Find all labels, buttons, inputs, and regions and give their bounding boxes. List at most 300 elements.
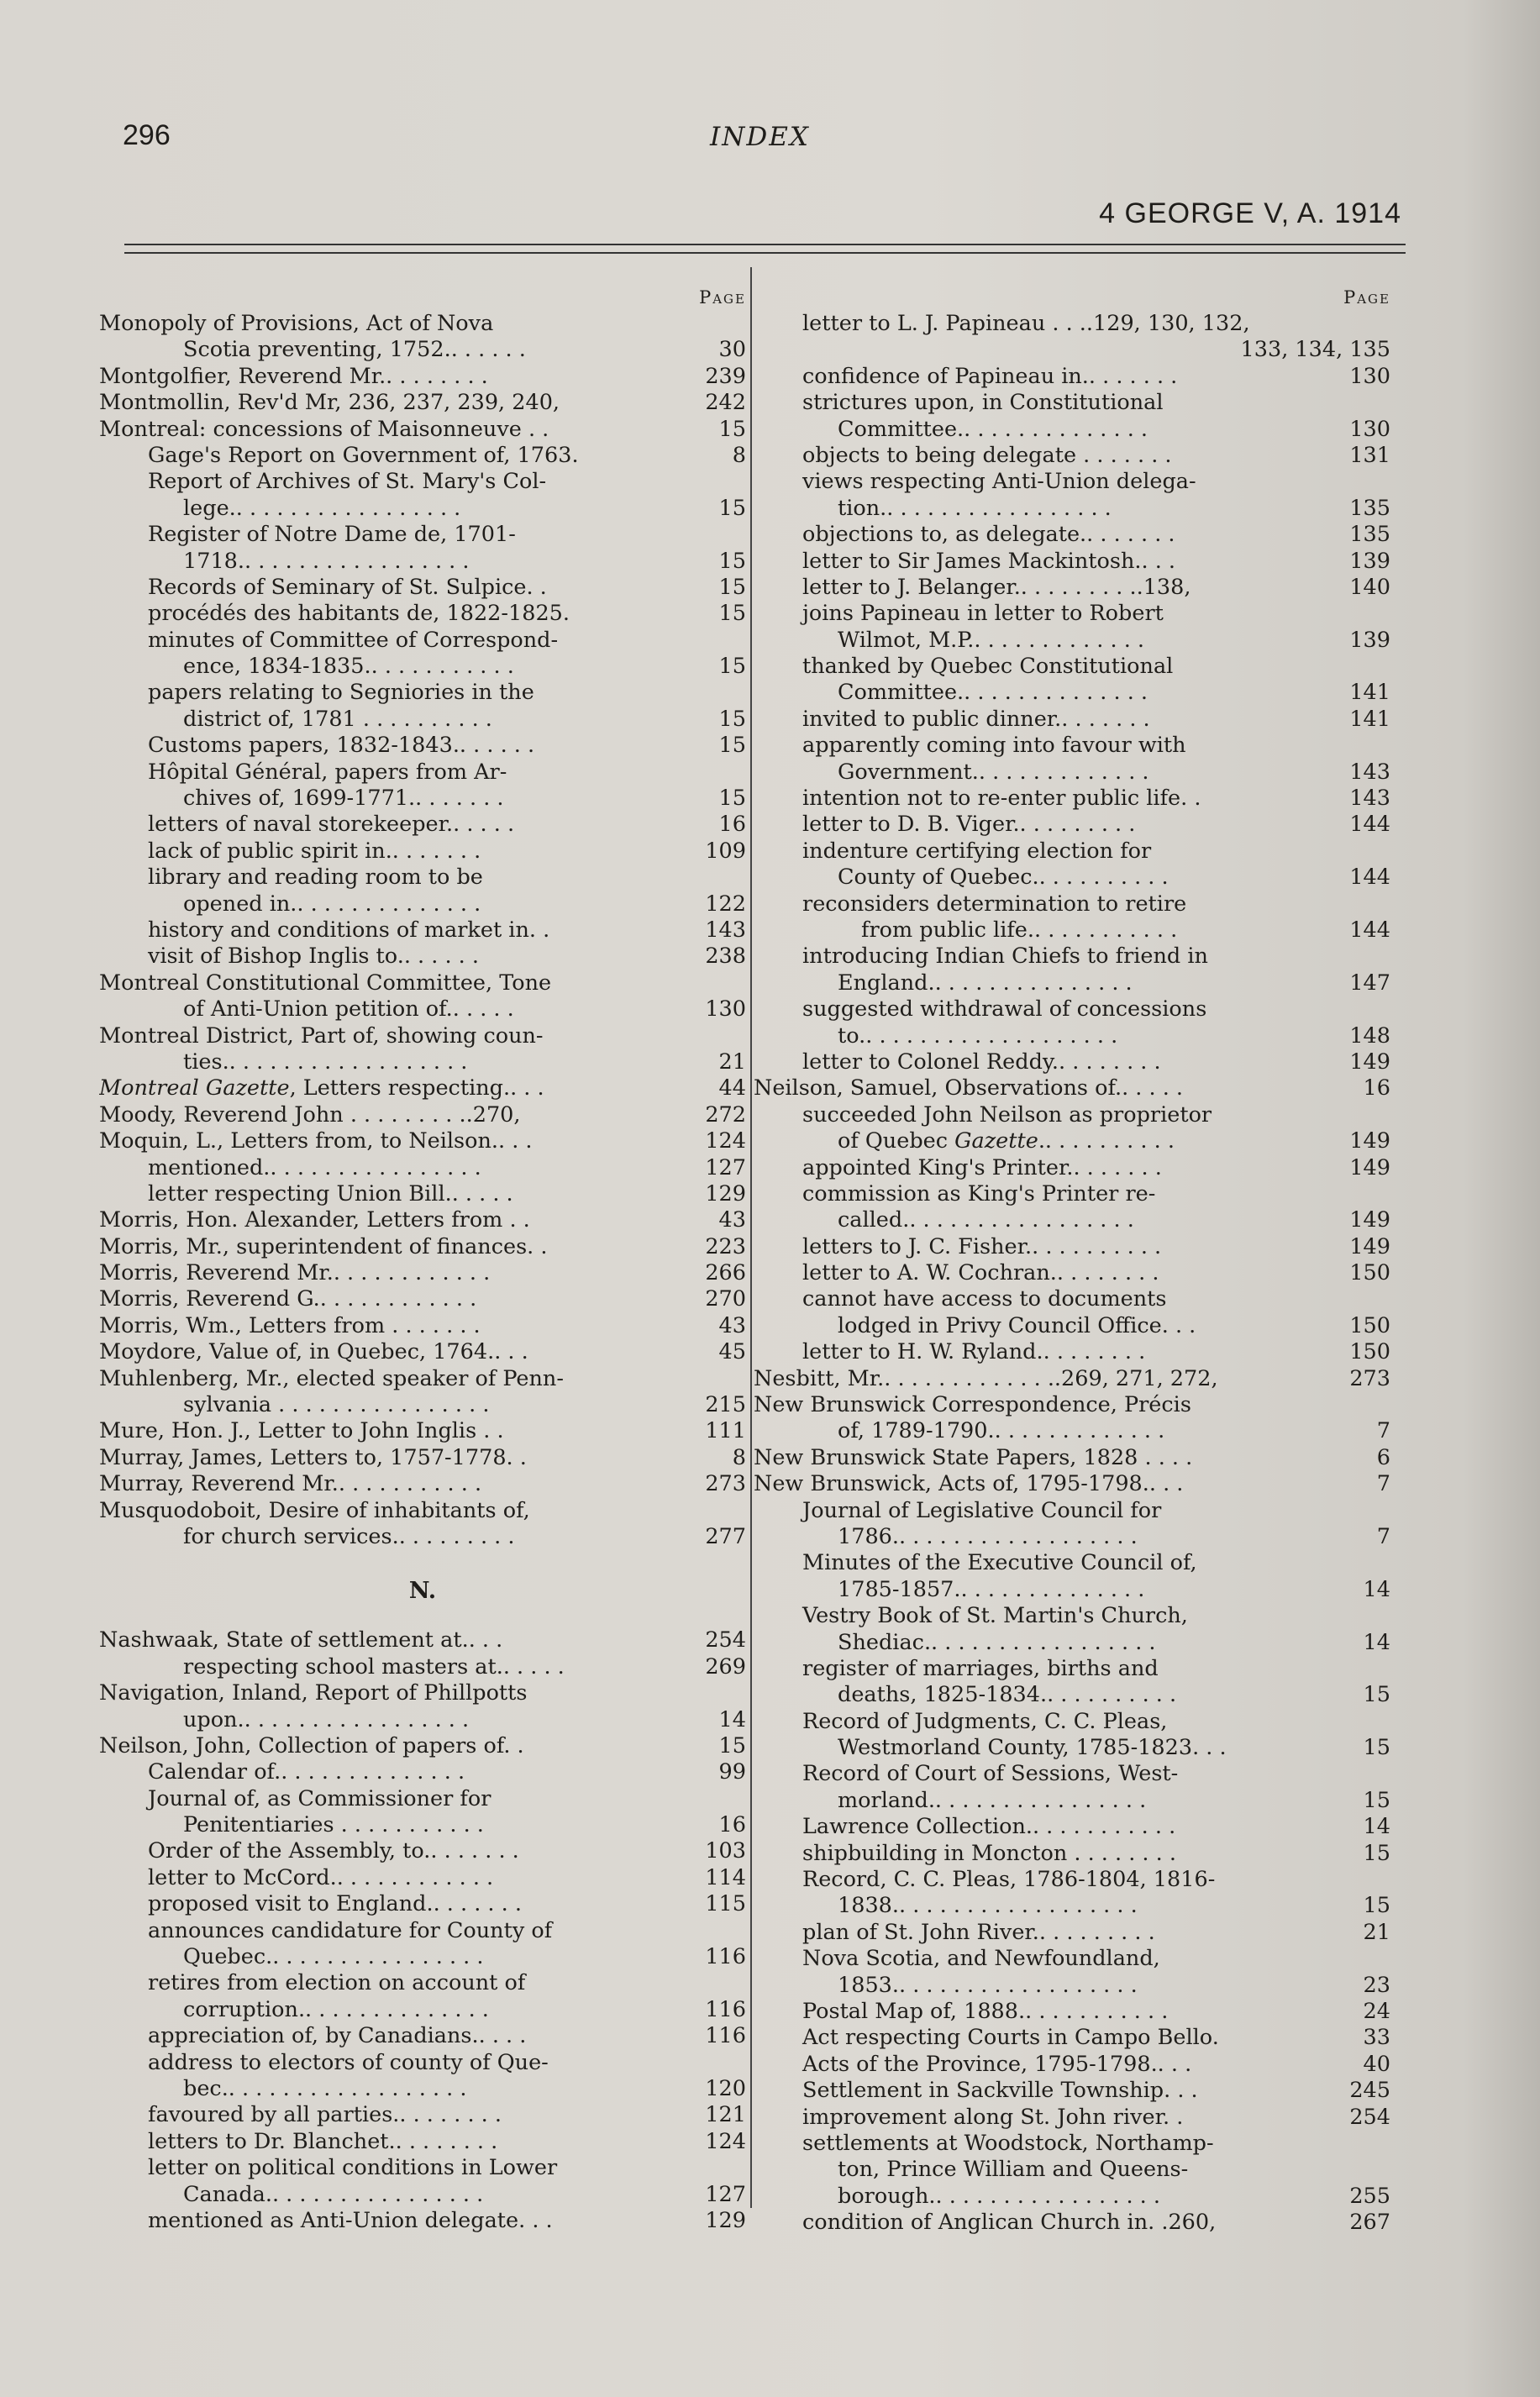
index-entry	[99, 1733, 746, 1759]
index-entry	[754, 1286, 1390, 1312]
index-entry	[99, 760, 746, 786]
entry-page-ref: 139	[1349, 627, 1390, 653]
entry-page-ref: 15	[1363, 1735, 1390, 1761]
index-entry	[99, 1339, 746, 1365]
entry-text: letter on political conditions in Lower	[148, 2155, 558, 2181]
index-entry	[99, 1023, 746, 1049]
index-entry	[754, 2184, 1390, 2210]
entry-page-ref: 15	[718, 786, 746, 812]
entry-page-ref: 150	[1349, 1260, 1390, 1286]
entry-text: 1838.. . . . . . . . . . . . . . . . . .	[838, 1893, 1138, 1919]
entry-text: plan of St. John River.. . . . . . . . .	[802, 1919, 1155, 1945]
entry-text: sylvania . . . . . . . . . . . . . . . .	[183, 1392, 490, 1418]
entry-page-ref: 133, 134, 135	[1240, 337, 1390, 363]
index-entry	[99, 996, 746, 1022]
entry-text: lodged in Privy Council Office. . .	[838, 1312, 1196, 1338]
entry-text: to.. . . . . . . . . . . . . . . . . . .	[838, 1022, 1118, 1049]
index-entry	[99, 1181, 746, 1207]
entry-text: mentioned as Anti-Union delegate. . .	[148, 2207, 553, 2233]
index-entry	[99, 865, 746, 891]
entry-page-ref: 15	[718, 548, 746, 574]
entry-page-ref: 120	[705, 2076, 746, 2101]
entry-page-ref: 130	[1349, 363, 1390, 389]
index-entry	[754, 1471, 1390, 1497]
left-entries-m	[99, 311, 746, 1550]
entry-page-ref: 23	[1363, 1972, 1390, 1998]
entry-text: 1785-1857.. . . . . . . . . . . . . .	[838, 1576, 1145, 1602]
entry-page-ref: 127	[705, 1154, 746, 1180]
entry-text: Vestry Book of St. Martin's Church,	[802, 1603, 1188, 1629]
entry-text: Moody, Reverend John . . . . . . . . ..270,	[99, 1101, 521, 1128]
index-entry	[99, 311, 746, 337]
entry-page-ref: 111	[705, 1418, 746, 1444]
entry-page-ref: 242	[705, 390, 746, 416]
entry-text: letter to Colonel Reddy.. . . . . . . .	[802, 1049, 1161, 1075]
entry-text: Montmollin, Rev'd Mr, 236, 237, 239, 240,	[99, 390, 560, 416]
entry-page-ref: 30	[718, 337, 746, 363]
index-entry	[99, 2208, 746, 2234]
entry-page-ref: 130	[705, 996, 746, 1022]
entry-text: Shediac.. . . . . . . . . . . . . . . . .	[838, 1629, 1156, 1655]
entry-page-ref: 40	[1363, 2051, 1390, 2077]
index-entry	[754, 1577, 1390, 1603]
entry-page-ref: 277	[705, 1523, 746, 1549]
entry-text: Mure, Hon. J., Letter to John Inglis . .	[99, 1418, 504, 1444]
right-entries	[754, 311, 1390, 2237]
entry-page-ref: 127	[705, 2181, 746, 2207]
entry-page-ref: 14	[1363, 1629, 1390, 1655]
index-entry	[99, 549, 746, 575]
entry-page-ref: 254	[1349, 2104, 1390, 2130]
index-entry	[99, 1759, 746, 1785]
entry-text: Morris, Reverend Mr.. . . . . . . . . . . .	[99, 1260, 491, 1286]
index-entry	[754, 1761, 1390, 1787]
entry-page-ref: 15	[1363, 1840, 1390, 1866]
entry-page-ref: 272	[705, 1101, 746, 1128]
index-entry	[99, 1944, 746, 1970]
entry-page-ref: 14	[1363, 1576, 1390, 1602]
entry-text: letters to Dr. Blanchet.. . . . . . . .	[148, 2128, 498, 2154]
entry-page-ref: 15	[1363, 1787, 1390, 1813]
entry-text: Montreal District, Part of, showing coun-	[99, 1022, 544, 1049]
index-entry	[99, 1838, 746, 1864]
entry-text: respecting school masters at.. . . . .	[183, 1653, 565, 1679]
index-entry	[99, 601, 746, 627]
entry-page-ref: 43	[718, 1312, 746, 1338]
entry-page-ref: 121	[705, 2102, 746, 2128]
entry-text: address to electors of county of Que-	[148, 2049, 549, 2075]
index-entry	[99, 443, 746, 469]
entry-text: England.. . . . . . . . . . . . . . .	[838, 970, 1133, 996]
index-entry	[99, 1313, 746, 1339]
entry-page-ref: 141	[1349, 680, 1390, 706]
entry-page-ref: 150	[1349, 1339, 1390, 1365]
index-entry	[99, 417, 746, 443]
entry-page-ref: 24	[1363, 1999, 1390, 2024]
index-entry	[754, 469, 1390, 495]
section-heading: N.	[408, 1578, 437, 1605]
entry-page-ref: 255	[1349, 2183, 1390, 2209]
entry-text: New Brunswick, Acts of, 1795-1798.. . .	[754, 1471, 1184, 1497]
entry-text: Montgolfier, Reverend Mr.. . . . . . . .	[99, 363, 488, 389]
entry-text: shipbuilding in Moncton . . . . . . . .	[802, 1840, 1176, 1866]
index-entry	[754, 390, 1390, 416]
entry-page-ref: 14	[718, 1706, 746, 1732]
entry-text: New Brunswick State Papers, 1828 . . . .	[754, 1444, 1193, 1470]
entry-page-ref: 7	[1376, 1471, 1390, 1497]
index-entry	[754, 812, 1390, 838]
entry-page-ref: 21	[718, 1049, 746, 1075]
index-entry	[754, 1999, 1390, 2025]
index-entry	[754, 1709, 1390, 1735]
entry-text: Minutes of the Executive Council of,	[802, 1550, 1197, 1576]
index-entry	[754, 1920, 1390, 1946]
entry-page-ref: 150	[1349, 1312, 1390, 1338]
entry-text: Murray, Reverend Mr.. . . . . . . . . . .	[99, 1471, 482, 1497]
index-entry	[754, 760, 1390, 786]
entry-text: letters of naval storekeeper.. . . . .	[148, 812, 515, 838]
index-entry	[99, 1234, 746, 1260]
entry-text: library and reading room to be	[148, 865, 483, 891]
index-entry	[754, 996, 1390, 1022]
entry-text: Record of Court of Sessions, West-	[802, 1761, 1179, 1787]
entry-text: Lawrence Collection.. . . . . . . . . . .	[802, 1814, 1176, 1840]
entry-text: visit of Bishop Inglis to.. . . . . .	[148, 944, 479, 970]
entry-text: Navigation, Inland, Report of Phillpotts	[99, 1680, 528, 1706]
entry-text: Calendar of.. . . . . . . . . . . . . .	[148, 1759, 465, 1785]
entry-text: retires from election on account of	[148, 1970, 526, 1996]
index-entry	[99, 496, 746, 522]
entry-text: 1853.. . . . . . . . . . . . . . . . . .	[838, 1972, 1138, 1998]
entry-page-ref: 99	[718, 1759, 746, 1785]
entry-page-ref: 135	[1349, 495, 1390, 521]
index-entry	[754, 1260, 1390, 1286]
index-entry	[99, 2023, 746, 2049]
index-entry	[99, 364, 746, 390]
index-entry	[754, 443, 1390, 469]
index-entry	[99, 2129, 746, 2155]
index-entry	[754, 1682, 1390, 1708]
entry-text: Westmorland County, 1785-1823. . .	[838, 1735, 1227, 1761]
index-entry	[99, 1997, 746, 2023]
index-entry	[754, 654, 1390, 680]
entry-text: letter to D. B. Viger.. . . . . . . . .	[802, 812, 1136, 838]
entry-page-ref: 15	[718, 706, 746, 732]
page-column-label: Page	[699, 287, 746, 308]
entry-text: tion.. . . . . . . . . . . . . . . . .	[838, 495, 1112, 521]
index-entry	[99, 1207, 746, 1233]
entry-page-ref: 139	[1349, 548, 1390, 574]
index-entry	[99, 680, 746, 706]
header-rule-top	[124, 244, 1406, 245]
entry-text: letter to A. W. Cochran.. . . . . . . .	[802, 1260, 1159, 1286]
entry-text: opened in.. . . . . . . . . . . . . .	[183, 891, 481, 917]
entry-text: register of marriages, births and	[802, 1655, 1159, 1681]
entry-page-ref: 15	[718, 495, 746, 521]
entry-text: apparently coming into favour with	[802, 733, 1186, 759]
entry-text: Gage's Report on Government of, 1763.	[148, 442, 579, 468]
entry-text: announces candidature for County of	[148, 1917, 553, 1943]
entry-text: Morris, Hon. Alexander, Letters from . .	[99, 1207, 530, 1233]
entry-text: County of Quebec.. . . . . . . . . .	[838, 865, 1169, 891]
session-heading: 4 GEORGE V, A. 1914	[1099, 197, 1401, 229]
index-entry	[99, 654, 746, 680]
index-entry	[99, 917, 746, 944]
entry-page-ref: 273	[705, 1471, 746, 1497]
index-entry	[99, 337, 746, 363]
index-entry	[754, 1841, 1390, 1867]
entry-page-ref: 16	[1363, 1075, 1390, 1101]
entry-text: 1718.. . . . . . . . . . . . . . . . .	[183, 548, 470, 574]
entry-text: Murray, James, Letters to, 1757-1778. .	[99, 1444, 527, 1470]
index-entry	[99, 1392, 746, 1418]
index-entry	[754, 1603, 1390, 1629]
index-entry	[754, 1049, 1390, 1075]
index-entry	[754, 549, 1390, 575]
entry-page-ref: 273	[1349, 1365, 1390, 1391]
page-title: INDEX	[710, 122, 810, 152]
entry-text: of, 1789-1790.. . . . . . . . . . . . .	[838, 1418, 1165, 1444]
entry-text: papers relating to Segniories in the	[148, 680, 534, 706]
entry-text: invited to public dinner.. . . . . . .	[802, 706, 1150, 732]
entry-text: deaths, 1825-1834.. . . . . . . . . .	[838, 1682, 1177, 1708]
entry-page-ref: 149	[1349, 1128, 1390, 1154]
entry-text: minutes of Committee of Correspond-	[148, 627, 559, 653]
index-entry	[754, 311, 1390, 337]
index-entry	[99, 1471, 746, 1497]
entry-text: Monopoly of Provisions, Act of Nova	[99, 311, 494, 336]
entry-page-ref: 143	[1349, 759, 1390, 785]
entry-page-ref: 16	[718, 1812, 746, 1838]
index-entry	[754, 1234, 1390, 1260]
entry-text: thanked by Quebec Constitutional	[802, 654, 1174, 680]
index-entry	[99, 944, 746, 970]
entry-page-ref: 15	[718, 601, 746, 627]
index-entry	[99, 1260, 746, 1286]
entry-text: improvement along St. John river. .	[802, 2104, 1184, 2130]
index-entry	[754, 522, 1390, 548]
entry-text: lege.. . . . . . . . . . . . . . . . .	[183, 495, 461, 521]
entry-text: Montreal: concessions of Maisonneuve . .	[99, 416, 549, 442]
index-entry	[754, 970, 1390, 996]
index-entry	[754, 1418, 1390, 1444]
index-entry	[99, 1970, 746, 1996]
index-entry	[99, 1812, 746, 1838]
index-entry	[99, 1155, 746, 1181]
entry-page-ref: 266	[705, 1260, 746, 1286]
entry-text: Acts of the Province, 1795-1798.. . .	[802, 2051, 1192, 2077]
entry-text: Records of Seminary of St. Sulpice. .	[148, 574, 547, 600]
entry-text: Record, C. C. Pleas, 1786-1804, 1816-	[802, 1867, 1216, 1893]
index-entry	[99, 2050, 746, 2076]
index-entry	[754, 1735, 1390, 1761]
index-entry	[754, 865, 1390, 891]
entry-text: Order of the Assembly, to.. . . . . . .	[148, 1838, 519, 1864]
entry-text: called.. . . . . . . . . . . . . . . . .	[838, 1207, 1134, 1233]
entry-text: upon.. . . . . . . . . . . . . . . . .	[183, 1706, 470, 1732]
entry-text: Penitentiaries . . . . . . . . . . .	[183, 1812, 484, 1838]
index-entry	[99, 1524, 746, 1550]
entry-text: 1786.. . . . . . . . . . . . . . . . . .	[838, 1523, 1138, 1549]
entry-page-ref: 239	[705, 363, 746, 389]
entry-page-ref: 116	[705, 1944, 746, 1970]
entry-page-ref: 116	[705, 2023, 746, 2049]
entry-page-ref: 144	[1349, 865, 1390, 891]
index-entry	[99, 1102, 746, 1128]
entry-page-ref: 15	[718, 416, 746, 442]
entry-text: Morris, Mr., superintendent of finances. .	[99, 1233, 548, 1259]
entry-text: Settlement in Sackville Township. . .	[802, 2078, 1198, 2104]
index-entry	[754, 1339, 1390, 1365]
entry-text: corruption.. . . . . . . . . . . . . .	[183, 1996, 489, 2022]
entry-text: confidence of Papineau in.. . . . . . .	[802, 363, 1178, 389]
index-entry	[754, 628, 1390, 654]
index-entry	[754, 1524, 1390, 1550]
entry-text: letter to H. W. Ryland.. . . . . . . .	[802, 1339, 1146, 1365]
entry-text: Moydore, Value of, in Quebec, 1764.. . .	[99, 1339, 528, 1365]
index-entry	[754, 1366, 1390, 1392]
entry-text: cannot have access to documents	[802, 1286, 1167, 1312]
entry-text: morland.. . . . . . . . . . . . . . . .	[838, 1787, 1147, 1813]
index-entry	[99, 733, 746, 759]
index-entry	[754, 1181, 1390, 1207]
index-entry	[754, 337, 1390, 363]
entry-page-ref: 7	[1376, 1418, 1390, 1444]
entry-page-ref: 103	[705, 1838, 746, 1864]
entry-page-ref: 15	[718, 654, 746, 680]
entry-page-ref: 15	[718, 574, 746, 600]
index-entry	[754, 1630, 1390, 1656]
index-entry	[99, 522, 746, 548]
index-entry	[754, 1207, 1390, 1233]
column-separator	[750, 267, 752, 2208]
entry-text: from public life.. . . . . . . . . . .	[861, 917, 1178, 943]
entry-page-ref: 124	[705, 2128, 746, 2154]
index-entry	[99, 1286, 746, 1312]
entry-page-ref: 238	[705, 944, 746, 970]
entry-text: Committee.. . . . . . . . . . . . . .	[838, 416, 1148, 442]
entry-text: introducing Indian Chiefs to friend in	[802, 944, 1208, 970]
entry-page-ref: 269	[705, 1653, 746, 1679]
index-entry	[99, 1128, 746, 1154]
entry-text: Act respecting Courts in Campo Bello.	[802, 2025, 1219, 2051]
entry-text: proposed visit to England.. . . . . . .	[148, 1891, 522, 1917]
entry-text: ties.. . . . . . . . . . . . . . . . . .	[183, 1049, 468, 1075]
index-entry	[99, 1654, 746, 1680]
entry-text: bec.. . . . . . . . . . . . . . . . . .	[183, 2076, 467, 2101]
index-entry	[754, 733, 1390, 759]
entry-page-ref: 149	[1349, 1207, 1390, 1233]
index-entry	[754, 1023, 1390, 1049]
entry-text: ton, Prince William and Queens-	[838, 2157, 1189, 2183]
entry-page-ref: 44	[718, 1075, 746, 1101]
entry-text: letter to J. Belanger.. . . . . . . . ..138,	[802, 574, 1191, 600]
index-entry	[754, 707, 1390, 733]
entry-page-ref: 270	[705, 1286, 746, 1312]
entry-text: Morris, Reverend G.. . . . . . . . . . . .	[99, 1286, 477, 1312]
entry-page-ref: 8	[732, 442, 746, 468]
index-entry	[99, 891, 746, 917]
entry-page-ref: 148	[1349, 1022, 1390, 1049]
index-entry	[754, 575, 1390, 601]
entry-text: Postal Map of, 1888.. . . . . . . . . . .	[802, 1999, 1169, 2024]
entry-page-ref: 15	[1363, 1682, 1390, 1708]
index-entry	[754, 364, 1390, 390]
index-entry	[754, 917, 1390, 944]
right-column	[754, 284, 1390, 2237]
index-entry	[99, 1049, 746, 1075]
entry-text: district of, 1781 . . . . . . . . . .	[183, 706, 492, 732]
entry-page-ref: 135	[1349, 522, 1390, 548]
entry-page-ref: 8	[732, 1444, 746, 1470]
entry-text: Muhlenberg, Mr., elected speaker of Penn-	[99, 1365, 564, 1391]
entry-text: Montreal Gazette, Letters respecting.. . .	[99, 1075, 544, 1101]
index-entry	[99, 1627, 746, 1653]
page-column-label: Page	[1343, 287, 1390, 308]
entry-text: objects to being delegate . . . . . . .	[802, 442, 1172, 468]
entry-text: letters to J. C. Fisher.. . . . . . . . . .	[802, 1233, 1162, 1259]
entry-text: letter respecting Union Bill.. . . . .	[148, 1180, 513, 1206]
entry-text: views respecting Anti-Union delega-	[802, 469, 1196, 495]
entry-page-ref: 129	[705, 1180, 746, 1206]
index-entry	[754, 1155, 1390, 1181]
index-entry	[99, 2155, 746, 2181]
index-entry	[754, 1075, 1390, 1101]
entry-page-ref: 130	[1349, 416, 1390, 442]
entry-text: of Anti-Union petition of.. . . . .	[183, 996, 514, 1022]
entry-text: Nova Scotia, and Newfoundland,	[802, 1946, 1160, 1972]
index-entry	[99, 1445, 746, 1471]
index-entry	[754, 1445, 1390, 1471]
index-entry	[754, 1814, 1390, 1840]
entry-page-ref: 140	[1349, 574, 1390, 600]
index-entry	[99, 1786, 746, 1812]
index-entry	[754, 1128, 1390, 1154]
entry-text: procédés des habitants de, 1822-1825.	[148, 601, 570, 627]
entry-text: Scotia preventing, 1752.. . . . . .	[183, 337, 526, 363]
entry-text: of Quebec Gazette.. . . . . . . . . .	[838, 1128, 1175, 1154]
index-entry	[99, 786, 746, 812]
index-entry	[99, 1498, 746, 1524]
index-entry	[754, 2157, 1390, 2183]
index-entry	[99, 970, 746, 996]
entry-text: Quebec.. . . . . . . . . . . . . . . .	[183, 1944, 484, 1970]
entry-text: chives of, 1699-1771.. . . . . . .	[183, 786, 504, 812]
index-entry	[754, 1656, 1390, 1682]
entry-text: Hôpital Général, papers from Ar-	[148, 759, 507, 785]
entry-text: Government.. . . . . . . . . . . . .	[838, 759, 1149, 785]
index-entry	[754, 496, 1390, 522]
index-entry	[754, 2105, 1390, 2131]
entry-text: commission as King's Printer re-	[802, 1180, 1156, 1206]
entry-text: Nashwaak, State of settlement at.. . .	[99, 1627, 503, 1653]
index-entry	[754, 2210, 1390, 2236]
entry-page-ref: 141	[1349, 706, 1390, 732]
index-entry	[754, 601, 1390, 627]
entry-text: appreciation of, by Canadians.. . . .	[148, 2023, 527, 2049]
index-entry	[99, 1680, 746, 1706]
index-entry	[99, 838, 746, 865]
entry-text: reconsiders determination to retire	[802, 891, 1187, 917]
entry-text: Montreal Constitutional Committee, Tone	[99, 970, 552, 996]
entry-text: settlements at Woodstock, Northamp-	[802, 2130, 1214, 2156]
entry-page-ref: 131	[1349, 442, 1390, 468]
entry-page-ref: 254	[705, 1627, 746, 1653]
entry-text: letter to McCord.. . . . . . . . . . . .	[148, 1864, 494, 1890]
entry-text: joins Papineau in letter to Robert	[802, 601, 1164, 627]
entry-page-ref: 149	[1349, 1049, 1390, 1075]
entry-page-ref: 109	[705, 838, 746, 864]
